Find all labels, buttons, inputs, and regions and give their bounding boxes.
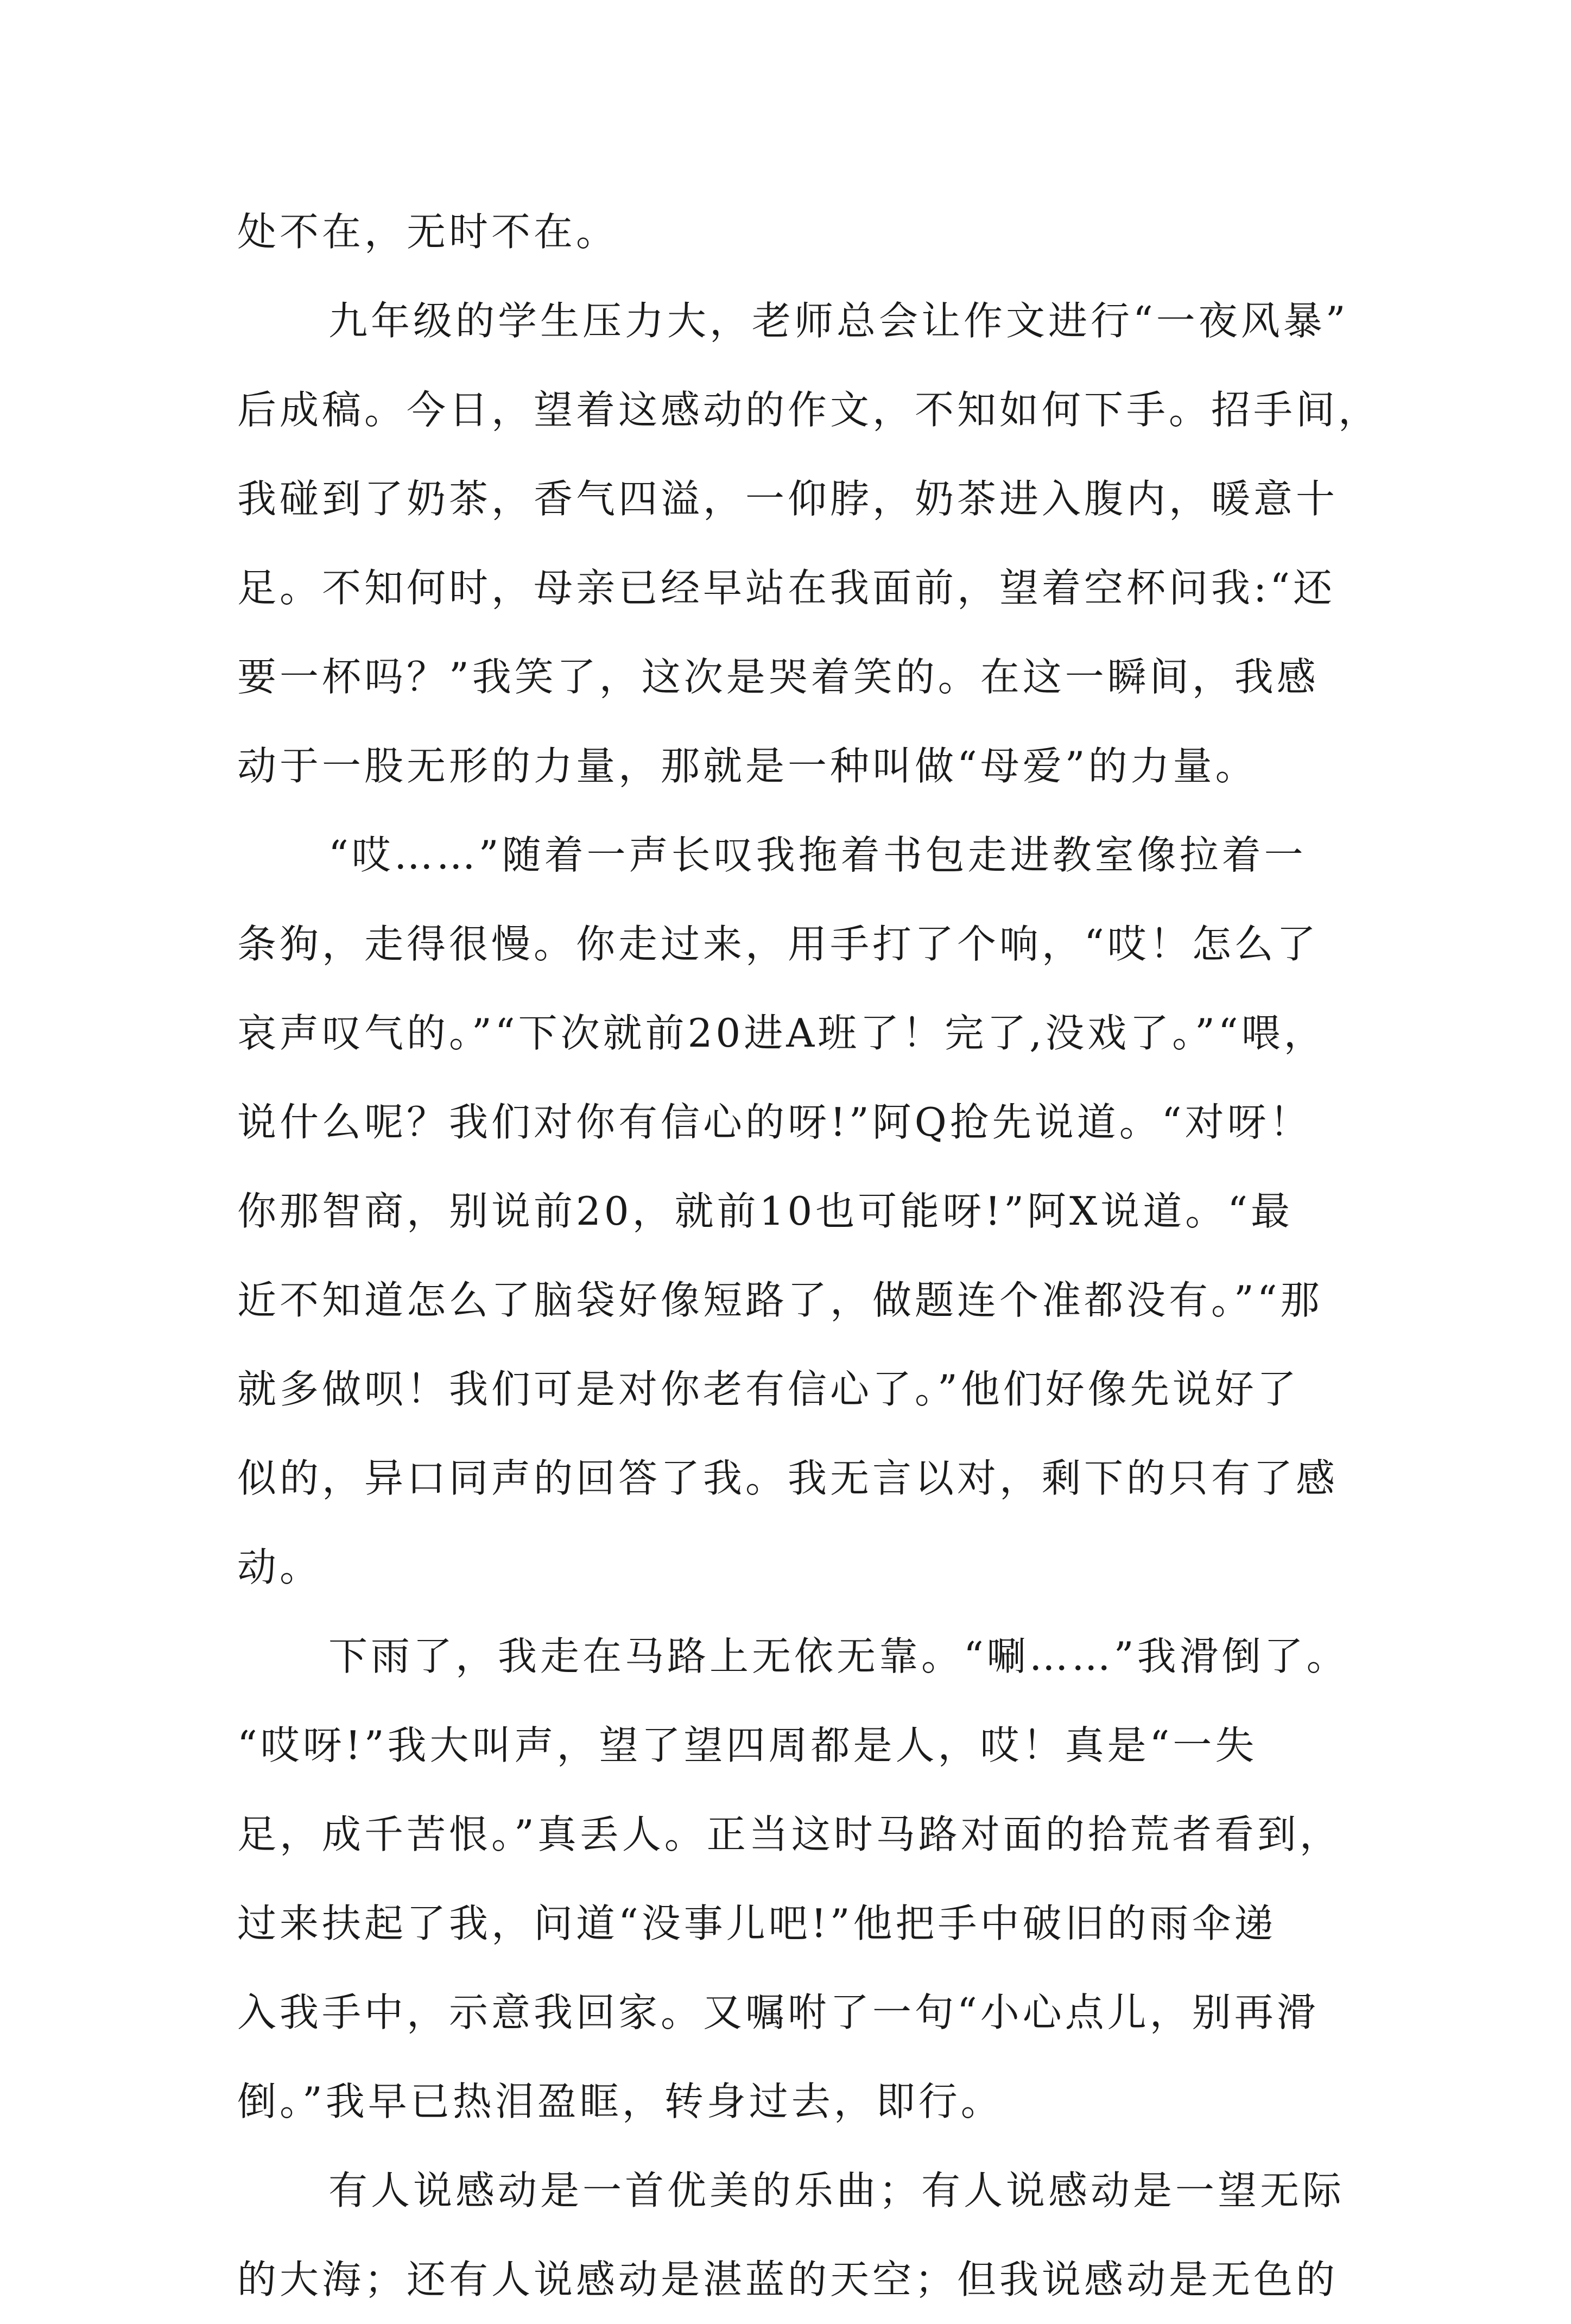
text-line: 倒。”我早已热泪盈眶，转身过去，即行。: [237, 2079, 1003, 2124]
text-line: 动于一股无形的力量，那就是一种叫做“母爱”的力量。: [237, 743, 1258, 789]
text-line: 足。不知何时，母亲已经早站在我面前，望着空杯问我:“还: [237, 565, 1336, 611]
text-line: 动。: [237, 1544, 322, 1590]
text-line: 近不知道怎么了脑袋好像短路了，做题连个准都没有。”“那: [237, 1277, 1323, 1323]
text-line: 处不在，无时不在。: [237, 209, 619, 255]
text-line: 就多做呗！我们可是对你老有信心了。”他们好像先说好了: [237, 1366, 1300, 1412]
document-body: [237, 187, 1399, 2324]
text-line: 你那智商，别说前20，就前10也可能呀!”阿X说道。“最: [237, 1188, 1294, 1234]
paragraph-start-line: “哎……”随着一声长叹我拖着书包走进教室像拉着一: [328, 832, 1307, 878]
text-line: 入我手中，示意我回家。又嘱咐了一句“小心点儿，别再滑: [237, 1990, 1319, 2035]
text-line: 足，成千苦恨。”真丢人。正当这时马路对面的拾荒者看到，: [237, 1812, 1342, 1857]
text-line: 说什么呢？我们对你有信心的呀!”阿Q抢先说道。“对呀！: [237, 1099, 1312, 1145]
text-line: 条狗，走得很慢。你走过来，用手打了个响，“哎！怎么了: [237, 921, 1319, 967]
paragraph-start-line: 九年级的学生压力大，老师总会让作文进行“一夜风暴”: [328, 298, 1349, 344]
text-line: 似的，异口同声的回答了我。我无言以对，剩下的只有了感: [237, 1455, 1339, 1501]
text-line: “哎呀!”我大叫声，望了望四周都是人，哎！真是“一失: [237, 1723, 1258, 1768]
text-line: 哀声叹气的。”“下次就前20进A班了！完了,没戏了。”“喂，: [237, 1010, 1326, 1056]
text-line: 的大海；还有人说感动是湛蓝的天空；但我说感动是无色的: [237, 2257, 1339, 2302]
text-line: 我碰到了奶茶，香气四溢，一仰脖，奶茶进入腹内，暖意十: [237, 476, 1339, 522]
text-line: 过来扶起了我，问道“没事儿吧!”他把手中破旧的雨伞递: [237, 1901, 1277, 1946]
text-line: 后成稿。今日，望着这感动的作文，不知如何下手。招手间，: [237, 387, 1381, 433]
paragraph-start-line: 有人说感动是一首优美的乐曲；有人说感动是一望无际: [328, 2168, 1345, 2213]
text-line: 要一杯吗？”我笑了，这次是哭着笑的。在这一瞬间，我感: [237, 654, 1319, 700]
paragraph-start-line: 下雨了，我走在马路上无依无靠。“唰……”我滑倒了。: [328, 1633, 1349, 1679]
